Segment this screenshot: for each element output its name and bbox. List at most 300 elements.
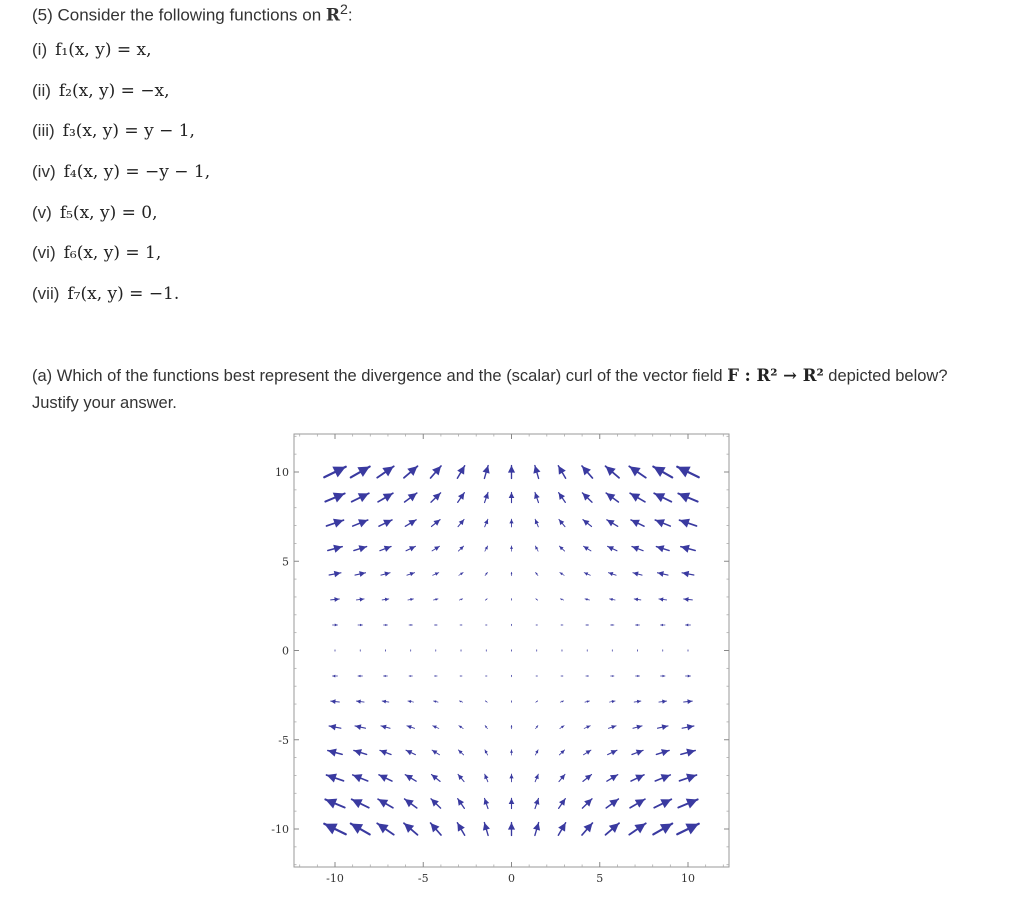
vector-arrow-shaft [682,573,694,575]
vector-arrow-shaft [560,599,563,600]
vector-arrow-shaft [536,701,538,702]
vector-arrow-head [635,775,644,782]
vector-arrow [356,597,364,601]
vector-arrow-head [511,599,512,600]
vector-arrow-head [508,823,515,830]
vector-arrow-head [408,700,411,703]
vector-arrow-head [536,572,538,574]
vector-arrow [656,749,669,756]
vector-arrow-head [560,774,565,780]
vector-arrow [584,726,590,729]
vector-arrow [660,624,665,627]
vector-arrow-head [662,699,667,703]
vector-arrow [560,726,564,729]
vector-arrow [459,599,462,601]
vector-arrow-shaft [681,750,695,754]
vector-arrow [329,571,341,577]
vector-arrow [458,799,465,809]
vector-arrow-head [332,675,335,678]
vector-arrow [585,700,590,703]
vector-arrow [434,598,439,601]
vector-arrow-head [537,676,538,677]
vector-arrow [353,519,368,527]
vector-arrow [534,492,540,502]
vector-arrow [536,625,537,626]
vector-arrow [352,493,369,502]
vector-arrow-head [608,572,613,576]
vector-arrow-shaft [608,546,617,550]
vector-arrow-head [586,726,590,729]
vector-arrow-shaft [630,493,645,502]
vector-arrow-head [461,650,462,651]
vector-arrow [658,571,668,577]
vector-arrow-shaft [606,493,618,502]
vector-arrow-shaft [377,823,393,834]
vector-arrow [511,701,512,703]
vector-arrow [656,545,669,552]
vector-arrow [484,798,490,808]
vector-arrow [608,546,617,551]
question-suffix: : [348,6,353,25]
vector-arrow-shaft [560,726,564,729]
vector-arrow [483,466,490,479]
vector-arrow [410,650,411,652]
vector-arrow [459,726,463,729]
vector-arrow-head [408,493,417,501]
vector-arrow-head [383,493,393,502]
vector-arrow-head [333,493,345,503]
vector-arrow-shaft [485,725,487,728]
vector-arrow-shaft [405,775,416,782]
vector-arrow-shaft [351,467,370,478]
vector-arrow [355,724,365,730]
vector-arrow-shaft [608,726,616,729]
vector-arrow-head [562,675,563,676]
vector-arrow [432,546,439,551]
function-item [32,203,210,244]
vector-arrow-head [410,572,415,576]
vector-arrow-head [685,624,688,627]
vector-arrow-shaft [381,726,390,728]
vector-arrow-shaft [382,599,389,600]
y-tick-label: 0 [282,645,289,658]
vector-arrow-head [380,750,387,756]
vector-arrow-head [485,750,488,754]
vector-arrow-head [358,493,369,502]
vector-arrow-head [629,466,640,476]
vector-arrow-shaft [354,547,367,551]
part-a-field-notation: F : R² → R² [727,366,824,385]
vector-arrow [582,466,593,478]
vector-arrow [485,701,487,702]
vector-arrow-head [509,519,513,523]
vector-arrow-head [409,675,411,677]
vector-arrow [681,545,695,553]
vector-arrow [510,750,513,755]
vector-arrow [460,624,462,625]
vector-arrow [483,823,490,836]
vector-arrow-head [511,624,512,625]
vector-arrow-shaft [605,466,619,478]
function-label: (vii) [32,284,59,304]
vector-arrow-head [561,624,562,625]
vector-arrow [582,493,592,502]
vector-arrow-head [382,466,393,476]
vector-arrow-head [435,650,436,651]
vector-arrow [637,650,638,652]
vector-arrow-head [558,823,565,832]
vector-arrow-head [688,650,689,651]
x-tick-label: -5 [418,872,429,885]
vector-arrow [511,624,512,626]
vector-arrow [331,597,340,602]
vector-arrow-shaft [459,572,463,575]
vector-arrow-head [559,546,563,550]
vector-arrow-head [686,799,698,809]
vector-arrow-head [511,572,513,574]
function-item [32,162,210,203]
vector-arrow-head [634,823,645,833]
vector-arrow-head [632,546,639,552]
vector-arrow-shaft [457,823,464,835]
vector-arrow [632,546,643,552]
vector-arrow-head [561,701,563,703]
vector-arrow-shaft [355,726,365,728]
vector-arrow-head [560,599,562,601]
vector-arrow [682,724,694,730]
vector-arrow-shaft [432,750,439,755]
vector-arrow-shaft [406,546,415,550]
vector-arrow-shaft [485,572,487,575]
vector-arrow-shaft [631,520,644,526]
vector-arrow [353,774,368,782]
vector-arrow-shaft [535,774,538,782]
vector-arrow-head [687,724,694,730]
vector-arrow-head [385,598,389,602]
vector-arrow [409,624,412,626]
vector-arrow [328,545,342,553]
vector-arrow-head [636,624,638,626]
vector-arrow-head [360,650,361,651]
function-formula: f₇(x, y) = −1. [67,284,179,304]
vector-arrow-head [535,519,539,524]
vector-arrow-shaft [582,466,593,478]
vector-arrow-head [587,675,589,677]
function-formula: f₆(x, y) = 1, [64,243,162,263]
vector-arrow-head [663,675,666,678]
vector-arrow-head [433,520,440,526]
vector-arrow-shaft [631,775,644,781]
vector-arrow-head [658,571,664,577]
vector-arrow-head [378,799,388,808]
vector-arrow-head [327,774,337,783]
x-tick-label: -10 [326,872,344,885]
space-exponent: 2 [340,2,348,18]
vector-arrow-shaft [659,701,667,702]
vector-arrow-head [351,824,363,834]
vector-arrow [636,624,640,626]
vector-arrow-shaft [353,520,368,526]
vector-arrow [583,520,592,527]
vector-arrow-shaft [608,573,616,576]
vector-arrow-head [381,725,387,730]
vector-arrow-shaft [629,823,645,834]
vector-arrow-shaft [379,775,392,781]
vector-arrow [609,700,615,703]
vector-arrow-shaft [377,466,393,477]
vector-arrow [405,799,417,808]
vector-arrow-head [561,726,564,729]
vector-arrow-head [404,823,414,833]
vector-arrow [332,624,337,627]
vector-arrow [511,725,513,728]
vector-arrow-head [536,701,537,702]
vector-arrow-head [377,823,388,833]
vector-arrow-shaft [559,774,565,781]
vector-arrow-head [329,724,336,730]
vector-arrow-shaft [656,547,669,551]
vector-arrow-head [383,520,392,527]
vector-arrow-shaft [654,799,671,807]
vector-arrow-shaft [431,799,441,808]
vector-arrow-shaft [633,573,642,575]
vector-arrow-head [536,725,538,727]
vector-arrow-shaft [535,823,539,836]
vector-arrow [660,675,665,678]
vector-arrow-head [661,749,669,756]
vector-arrow [331,699,340,704]
vector-arrow-shaft [484,466,488,479]
vector-arrow-head [509,774,513,778]
vector-arrow-head [582,493,590,501]
vector-arrow-shaft [356,599,364,600]
vector-arrow-head [457,466,464,475]
vector-arrow [485,750,488,755]
vector-arrow-head [509,492,515,498]
vector-arrow-head [559,799,565,806]
vector-arrow-shaft [560,701,563,702]
vector-arrow-head [587,650,588,651]
vector-arrow-shaft [378,799,393,808]
vector-arrow-head [484,798,490,805]
vector-arrow-head [660,799,671,808]
vector-arrow [558,823,565,835]
vector-arrow [508,823,515,836]
vector-arrow-head [332,467,345,478]
vector-arrow-head [460,675,461,676]
vector-arrow [405,775,416,782]
vector-arrow [658,724,668,730]
vector-arrow-shaft [535,466,539,479]
vector-arrow [483,492,489,502]
vector-arrow-head [433,726,437,729]
vector-arrow [460,675,462,676]
vector-arrow [582,799,592,808]
vector-arrow-shaft [677,824,699,835]
vector-arrow-head [358,519,368,527]
vector-arrow-head [409,546,415,551]
vector-arrow-head [684,597,689,602]
vector-arrow-head [356,699,361,703]
vector-arrow [533,466,540,479]
vector-arrow-head [431,799,439,807]
vector-arrow-shaft [584,573,590,576]
vector-arrow-head [508,466,515,473]
y-tick-label: 10 [275,466,289,479]
vector-arrow-shaft [653,467,672,478]
vector-arrow-head [585,598,588,601]
vector-arrow-head [611,725,616,729]
vector-arrow [509,774,513,782]
vector-arrow-head [536,650,537,651]
vector-arrow-head [458,799,464,806]
vector-arrow-head [606,493,615,501]
vector-arrow-shaft [457,466,464,478]
vector-arrow-head [535,546,538,550]
vector-arrow-head [660,624,663,627]
vector-arrow-shaft [356,701,364,702]
vector-arrow-shaft [656,750,669,754]
vector-arrow [431,775,440,782]
vector-arrow [562,650,563,652]
vector-arrow-head [458,774,463,780]
vector-arrow [533,823,540,836]
vector-arrow [559,546,564,551]
vector-arrow [325,493,344,503]
vector-arrow-shaft [582,799,592,808]
vector-arrow [486,676,487,677]
vector-arrow [408,598,414,601]
vector-arrow-shaft [634,599,641,600]
vector-arrow-shaft [485,546,488,551]
vector-arrow [605,823,619,835]
vector-arrow-head [562,650,563,651]
vector-arrow-shaft [658,573,668,575]
vector-arrow-shaft [378,493,393,502]
vector-arrow [431,520,440,527]
vector-arrow-head [534,492,540,499]
x-tick-label: 0 [508,872,515,885]
vector-arrow-shaft [559,519,565,526]
vector-arrow-head [583,520,590,526]
vector-arrow-head [385,650,386,651]
vector-arrow-shaft [327,775,344,781]
vector-arrow-shaft [458,519,464,526]
vector-arrow [509,798,515,808]
vector-arrow-head [511,675,512,676]
vector-arrow-shaft [433,573,439,576]
vector-arrow [508,466,515,479]
vector-arrow-head [486,650,487,651]
vector-arrow-head [436,624,438,626]
vector-arrow-shaft [434,599,439,600]
vector-arrow-head [511,650,512,651]
vector-arrow [407,725,415,729]
vector-arrow-shaft [559,493,566,503]
vector-arrow [654,799,671,808]
vector-arrow [612,650,613,652]
vector-arrow-head [431,775,438,781]
vector-arrow [633,725,642,730]
vector-arrow-shaft [380,750,391,754]
vector-arrow-head [612,700,615,703]
vector-arrow-shaft [485,750,488,755]
vector-arrow [611,675,614,677]
vector-arrow-shaft [324,467,346,478]
vector-arrow-shaft [328,750,342,754]
vector-arrow-head [582,466,591,475]
vector-arrow-shaft [380,546,391,550]
vector-arrow [583,775,592,782]
vector-arrow [659,699,667,703]
vector-arrow-head [560,572,563,575]
vector-arrow-head [483,492,489,499]
vector-arrow [324,824,346,835]
vector-arrow [430,823,441,835]
vector-arrow-head [660,824,672,834]
vector-arrow [380,750,391,756]
vector-arrow-head [534,798,540,805]
vector-arrow [634,598,641,602]
vector-arrow [404,466,418,478]
vector-arrow-head [678,493,690,503]
vector-arrow [486,625,487,626]
vector-arrow-head [611,750,617,755]
vector-arrow-head [586,750,591,755]
vector-arrow [459,572,463,575]
vector-arrow [559,519,565,526]
vector-arrow-head [360,597,365,601]
vector-arrow-shaft [325,493,344,501]
vector-arrow [607,775,618,782]
vector-arrow [324,467,346,478]
vector-arrow [379,775,392,782]
vector-arrow [351,824,370,835]
vector-arrow-shaft [484,823,488,836]
vector-arrow [678,493,697,503]
vector-arrow-head [460,572,463,575]
vector-arrow-shaft [431,493,441,502]
vector-arrow [354,749,367,756]
vector-arrow [332,675,337,678]
vector-arrow-shaft [458,546,463,551]
vector-arrow-shaft [485,774,488,782]
vector-arrow-shaft [432,546,439,551]
vector-arrow-head [461,624,462,625]
vector-arrow-head [382,700,386,704]
vector-arrow [536,725,538,728]
vector-arrow-head [653,467,665,477]
vector-arrow-head [485,701,486,702]
vector-arrow [356,699,364,703]
vector-arrow [431,799,441,808]
vector-arrow-head [333,519,343,528]
function-formula: f₁(x, y) = x, [55,40,151,60]
vector-arrow [560,599,563,601]
vector-arrow [377,466,393,477]
vector-arrow-head [405,799,414,807]
vector-arrow-head [662,724,668,730]
vector-arrow-head [637,675,639,677]
vector-arrow [358,624,363,627]
vector-arrow-head [379,775,388,782]
vector-arrow [536,701,538,702]
vector-arrow-head [609,598,612,601]
vector-arrow-head [662,650,663,651]
vector-arrow-head [384,546,391,552]
vector-arrow [536,650,537,652]
vector-arrow-head [656,545,664,552]
